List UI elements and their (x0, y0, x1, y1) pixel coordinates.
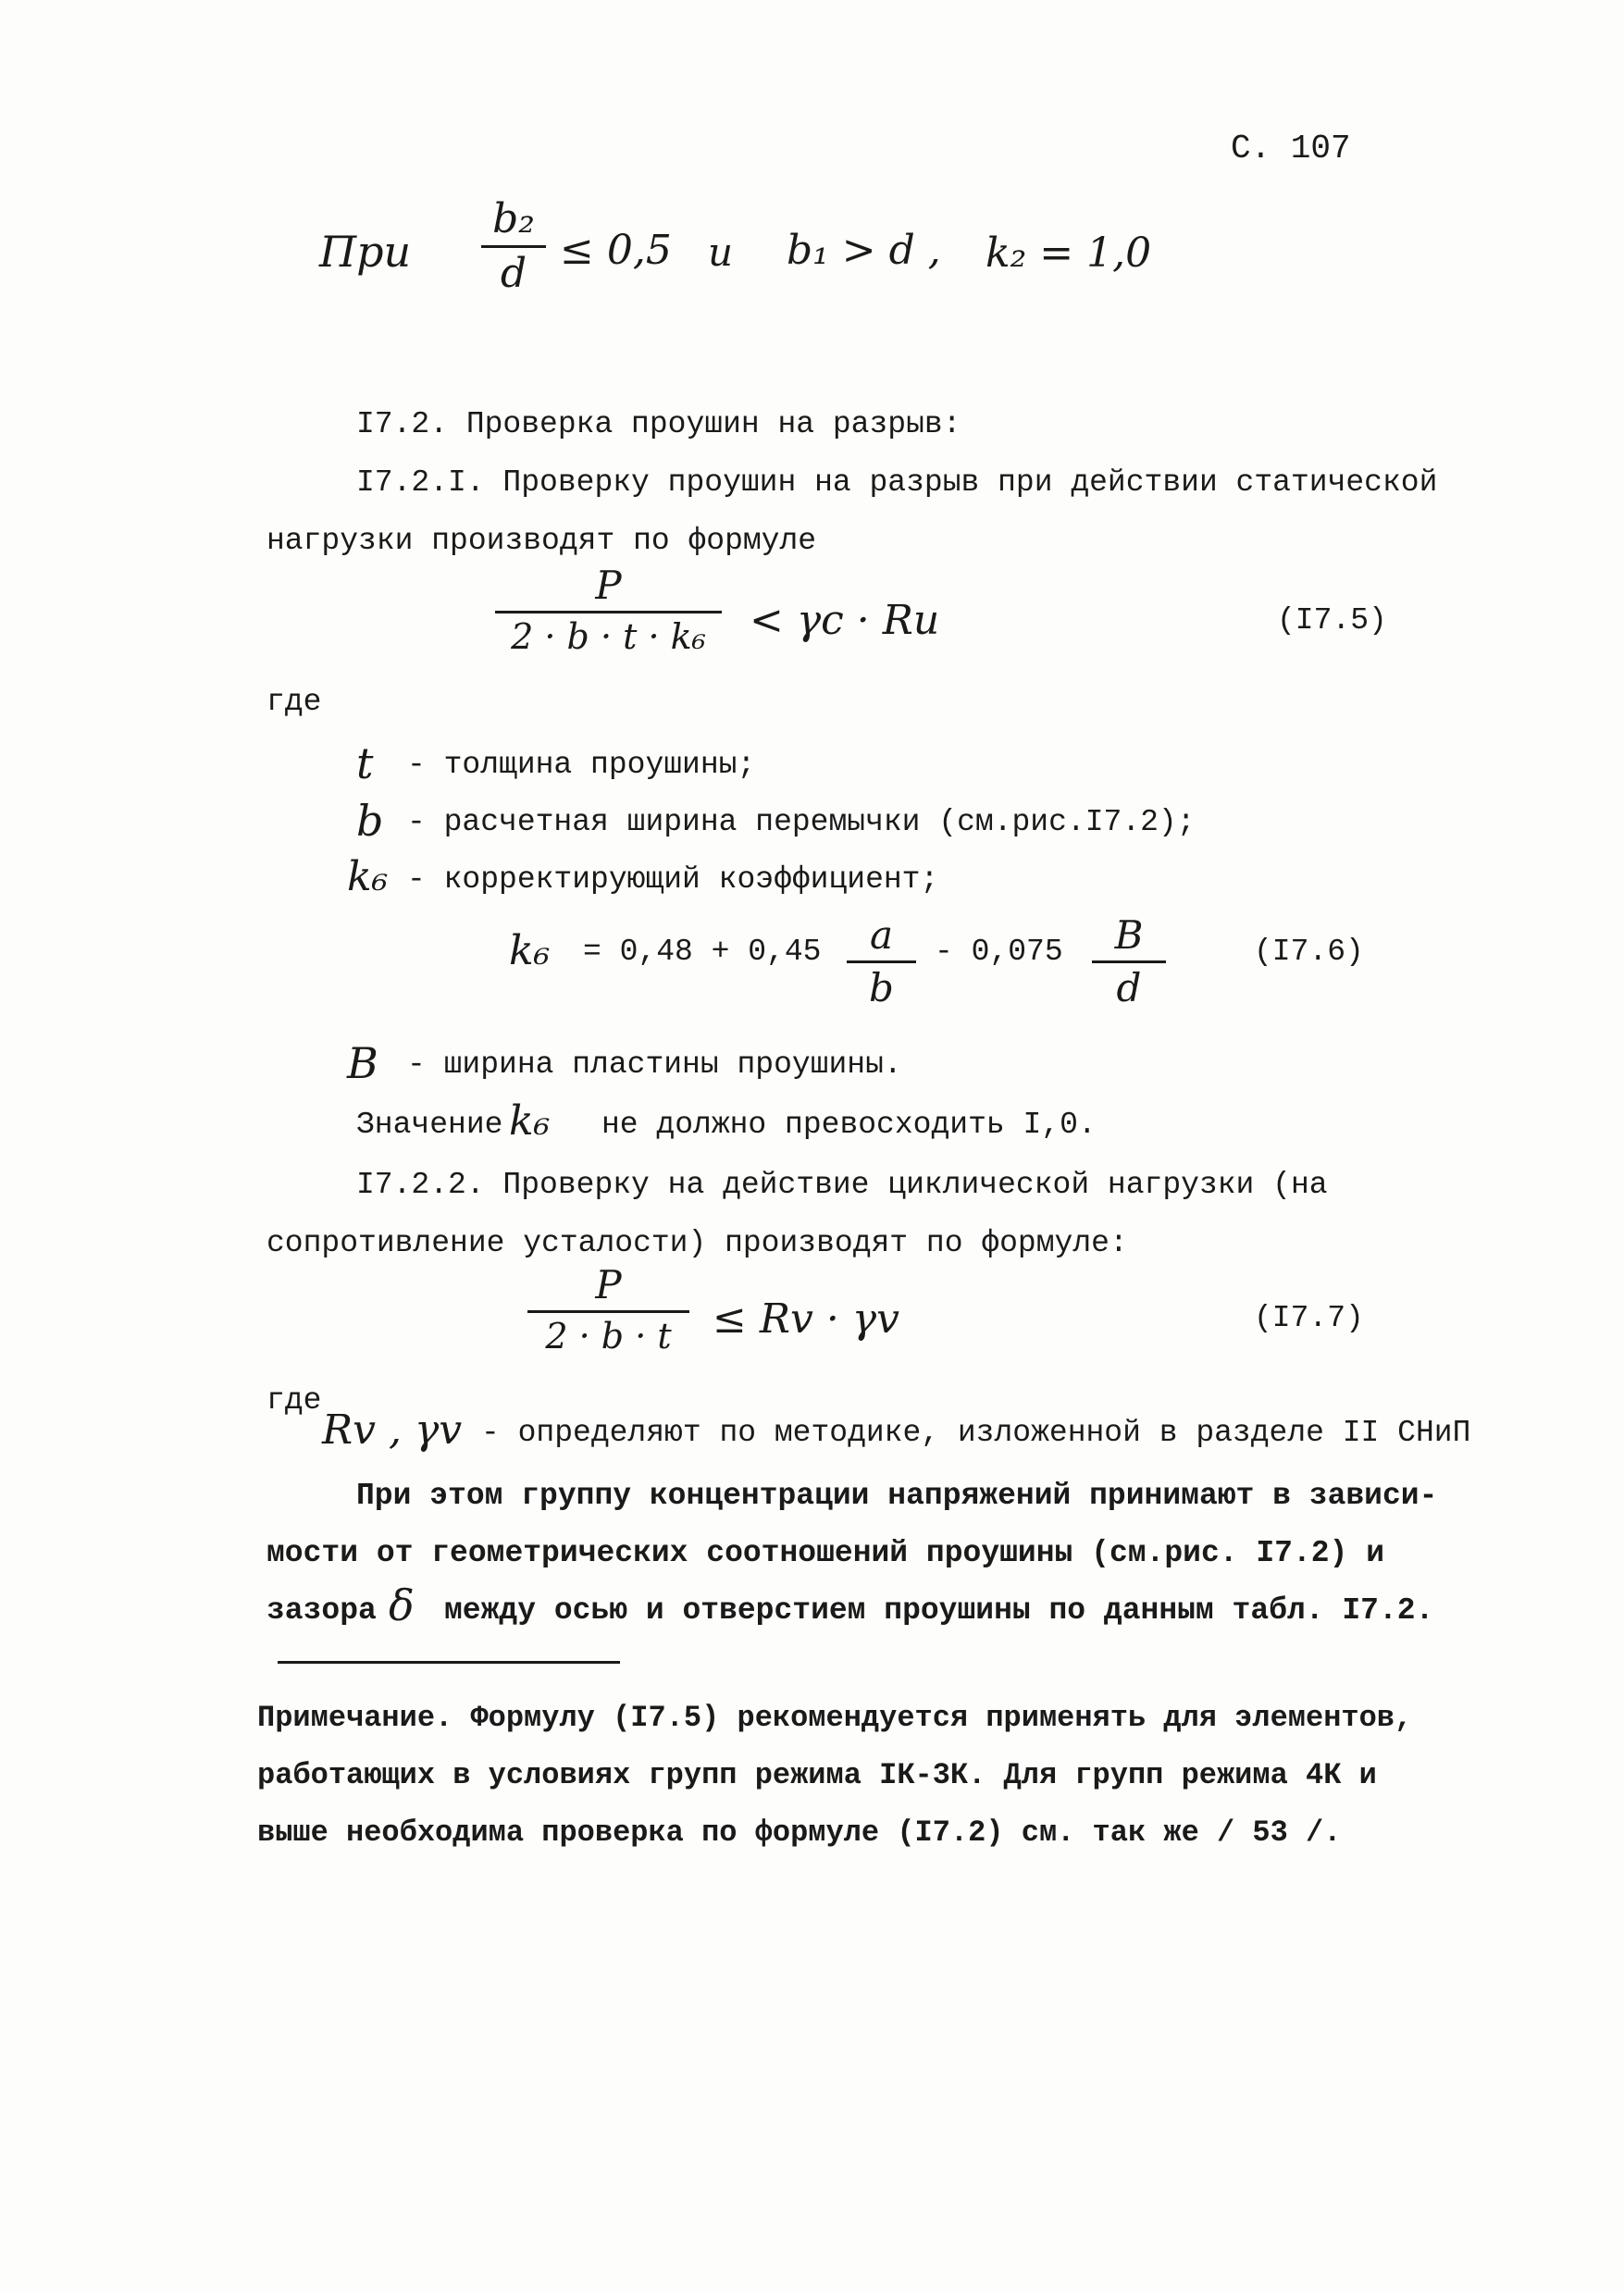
fraction-bar (527, 1310, 689, 1313)
formula-num: a (869, 912, 894, 958)
def-text: - корректирующий коэффициент; (407, 862, 939, 897)
condition-ineq1: ≤ 0,5 (560, 227, 672, 274)
where-text: - определяют по методике, изложенной в разделе II СНиП (481, 1416, 1471, 1450)
formula-17-7-rhs: ≤ Rv · γv (713, 1295, 899, 1343)
formula-den: b (869, 965, 894, 1010)
formula-17-6-lhs: k₆ (509, 927, 551, 974)
paragraph-line-post: между осью и отверстием проушины по данным табл. I7.2. (444, 1593, 1434, 1628)
where-label: где (267, 685, 322, 719)
def-text: - расчетная ширина перемычки (см.рис.I7.2); (407, 805, 1196, 839)
paragraph-line: сопротивление усталости) производят по формуле: (267, 1226, 1128, 1260)
fraction-bar (495, 611, 722, 613)
condition-result: k₂ = 1,0 (986, 229, 1152, 277)
fraction-bar (481, 245, 546, 248)
formula-label: (I7.6) (1254, 935, 1364, 969)
where-symbols: Rv , γv (322, 1406, 463, 1454)
paragraph-line: При этом группу концентрации напряжений принимают в зависи- (356, 1479, 1438, 1513)
formula-label: (I7.7) (1254, 1301, 1364, 1335)
formula-den: 2 · b · t (545, 1316, 672, 1357)
def-symbol: b (356, 796, 384, 846)
where-label: где (267, 1383, 322, 1418)
paragraph-line: I7.2.2. Проверку на действие циклической нагрузки (на (356, 1168, 1328, 1202)
paragraph-line: нагрузки производят по формуле (267, 524, 817, 558)
fraction-bar (847, 960, 916, 963)
k6-limit-symbol: k₆ (509, 1097, 551, 1145)
formula-17-6-fraction-1 (847, 912, 916, 1010)
note-line: выше необходима проверка по формуле (I7.2) см. так же / 53 /. (257, 1815, 1342, 1850)
delta-symbol: δ (389, 1580, 415, 1630)
paragraph-line-pre: зазора (267, 1593, 377, 1628)
condition-fraction (481, 195, 546, 297)
formula-17-5-fraction (495, 563, 722, 657)
fraction-bar (1092, 960, 1166, 963)
condition-conj: и (708, 229, 734, 275)
formula-17-6-eq: = 0,48 + 0,45 (583, 935, 822, 969)
page-number: С. 107 (1231, 130, 1351, 167)
formula-num: P (595, 1262, 622, 1307)
formula-num: B (1114, 912, 1144, 958)
formula-den: 2 · b · t · k₆ (511, 616, 706, 657)
formula-num: P (595, 563, 622, 608)
condition-lead: При (319, 227, 412, 277)
formula-label: (I7.5) (1277, 603, 1387, 638)
formula-17-6-mid: - 0,075 (935, 935, 1063, 969)
def-text: - ширина пластины проушины. (407, 1047, 902, 1082)
condition-ineq2: b₁ > d , (787, 227, 941, 274)
note-line: Примечание. Формулу (I7.5) рекомендуется применять для элементов, (257, 1701, 1413, 1735)
formula-17-6-fraction-2 (1092, 912, 1166, 1010)
def-symbol: B (347, 1038, 378, 1088)
formula-den: d (1116, 965, 1142, 1010)
def-text: - толщина проушины; (407, 748, 756, 782)
footnote-separator (278, 1661, 620, 1664)
condition-frac-den: d (500, 250, 527, 297)
note-line: работающих в условиях групп режима IК-3К. Для групп режима 4К и (257, 1758, 1377, 1792)
section-heading: I7.2. Проверка проушин на разрыв: (356, 407, 961, 441)
def-symbol: k₆ (347, 853, 389, 900)
k6-limit-pre: Значение (356, 1108, 503, 1142)
paragraph-line: мости от геометрических соотношений проушины (см.рис. I7.2) и (267, 1536, 1384, 1570)
k6-limit-post: не должно превосходить I,0. (601, 1108, 1097, 1142)
paragraph-line: I7.2.I. Проверку проушин на разрыв при действии статической (356, 465, 1438, 500)
condition-frac-num: b₂ (492, 195, 535, 242)
def-symbol: t (356, 738, 374, 788)
formula-17-5-rhs: < γc · Rи (750, 597, 940, 644)
formula-17-7-fraction (527, 1262, 689, 1357)
